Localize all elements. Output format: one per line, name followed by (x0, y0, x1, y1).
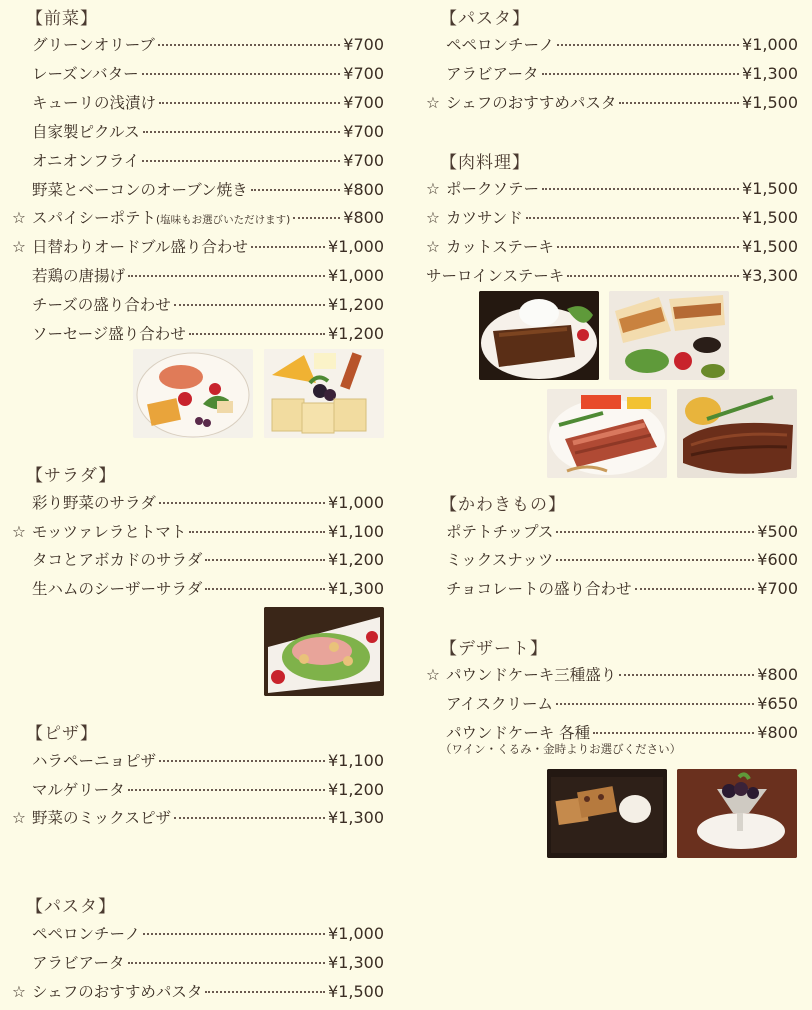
leader-dots (556, 703, 754, 705)
star-icon: ☆ (426, 238, 440, 256)
star-icon: ☆ (12, 809, 26, 827)
leader-dots (205, 991, 325, 993)
leader-dots (251, 189, 341, 191)
menu-item: ソーセージ盛り合わせ ¥1,200 (32, 324, 384, 343)
star-icon: ☆ (426, 666, 440, 684)
menu-item: レーズンバター ¥700 (32, 64, 384, 83)
star-icon: ☆ (12, 523, 26, 541)
menu-item: チーズの盛り合わせ ¥1,200 (32, 295, 384, 314)
leader-dots (159, 760, 325, 762)
leader-dots (557, 44, 739, 46)
leader-dots (174, 304, 325, 306)
leader-dots (619, 674, 754, 676)
menu-item: アラビアータ ¥1,300 (446, 64, 798, 83)
section-title-dry-snacks: 【かわきもの】 (440, 495, 566, 515)
star-icon: ☆ (426, 209, 440, 227)
item-note: （ワイン・くるみ・金時よりお選びください） (440, 742, 682, 756)
menu-item: サーロインステーキ ¥3,300 (426, 266, 798, 285)
section-title-pasta: 【パスタ】 (440, 9, 530, 29)
menu-item: ☆ 野菜のミックスピザ ¥1,300 (12, 808, 384, 827)
star-icon: ☆ (426, 94, 440, 112)
section-title-salad: 【サラダ】 (26, 466, 117, 486)
antipasto-plate-photo (133, 349, 253, 438)
leader-dots (251, 246, 325, 248)
leader-dots (158, 44, 340, 46)
menu-item: ☆ パウンドケーキ三種盛り ¥800 (426, 665, 798, 684)
menu-item: ペペロンチーノ ¥1,000 (32, 924, 384, 943)
leader-dots (143, 131, 341, 133)
menu-item: ☆ カツサンド ¥1,500 (426, 208, 798, 227)
menu-item: 彩り野菜のサラダ ¥1,000 (32, 493, 384, 512)
menu-item: ☆ ポークソテー ¥1,500 (426, 179, 798, 198)
section-title-meat: 【肉料理】 (440, 153, 530, 173)
leader-dots (557, 246, 739, 248)
menu-item: ☆ モッツァレラとトマト ¥1,100 (12, 522, 384, 541)
menu-item: ポテトチップス ¥500 (446, 522, 798, 541)
menu-item: パウンドケーキ 各種 ¥800 (446, 723, 798, 742)
menu-item: ミックスナッツ ¥600 (446, 550, 798, 569)
section-title-pasta: 【パスタ】 (26, 897, 116, 917)
menu-item: 若鶏の唐揚げ ¥1,000 (32, 266, 384, 285)
leader-dots (142, 160, 340, 162)
star-icon: ☆ (12, 238, 26, 256)
leader-dots (159, 502, 325, 504)
leader-dots (619, 102, 739, 104)
leader-dots (567, 275, 739, 277)
star-icon: ☆ (12, 983, 26, 1001)
pound-cake-photo (547, 769, 667, 858)
leader-dots (556, 559, 754, 561)
leader-dots (143, 933, 325, 935)
leader-dots (159, 102, 340, 104)
menu-item: ペペロンチーノ ¥1,000 (446, 35, 798, 54)
leader-dots (593, 732, 754, 734)
menu-item: 野菜とベーコンのオーブン焼き ¥800 (32, 180, 384, 199)
leader-dots (128, 789, 325, 791)
leader-dots (542, 73, 739, 75)
menu-item: 生ハムのシーザーサラダ ¥1,300 (32, 579, 384, 598)
section-title-appetizers: 【前菜】 (26, 9, 98, 29)
leader-dots (128, 962, 325, 964)
leader-dots (189, 333, 325, 335)
star-icon: ☆ (12, 209, 26, 227)
menu-item: キューリの浅漬け ¥700 (32, 93, 384, 112)
leader-dots (128, 275, 325, 277)
leader-dots (526, 217, 739, 219)
item-note: (塩味もお選びいただけます) (156, 214, 291, 226)
leader-dots (635, 588, 755, 590)
menu-item: アラビアータ ¥1,300 (32, 953, 384, 972)
menu-item: マルゲリータ ¥1,200 (32, 780, 384, 799)
menu-item: ☆ スパイシーポテト (塩味もお選びいただけます) ¥800 (12, 208, 384, 227)
menu-item: ☆ 日替わりオードブル盛り合わせ ¥1,000 (12, 237, 384, 256)
menu-item: アイスクリーム ¥650 (446, 694, 798, 713)
menu-item: 自家製ピクルス ¥700 (32, 122, 384, 141)
pork-saute-photo (479, 291, 599, 380)
star-icon: ☆ (426, 180, 440, 198)
ice-cream-photo (677, 769, 797, 858)
leader-dots (142, 73, 341, 75)
menu-item: ☆ カットステーキ ¥1,500 (426, 237, 798, 256)
section-title-dessert: 【デザート】 (440, 639, 548, 659)
sirloin-steak-photo (677, 389, 797, 478)
leader-dots (205, 588, 325, 590)
menu-item: グリーンオリーブ ¥700 (32, 35, 384, 54)
leader-dots (556, 531, 754, 533)
menu-item: ハラペーニョピザ ¥1,100 (32, 751, 384, 770)
section-title-pizza: 【ピザ】 (26, 724, 98, 744)
menu-item: オニオンフライ ¥700 (32, 151, 384, 170)
leader-dots (189, 531, 325, 533)
leader-dots (205, 559, 325, 561)
leader-dots (174, 817, 325, 819)
caesar-salad-photo (264, 607, 384, 696)
menu-item: チョコレートの盛り合わせ ¥700 (446, 579, 798, 598)
cut-steak-photo (547, 389, 667, 478)
menu-item: タコとアボカドのサラダ ¥1,200 (32, 550, 384, 569)
leader-dots (293, 217, 340, 219)
menu-item: ☆ シェフのおすすめパスタ ¥1,500 (12, 982, 384, 1001)
cheese-plate-photo (264, 349, 384, 438)
leader-dots (542, 188, 739, 190)
menu-item: ☆ シェフのおすすめパスタ ¥1,500 (426, 93, 798, 112)
katsu-sandwich-photo (609, 291, 729, 380)
